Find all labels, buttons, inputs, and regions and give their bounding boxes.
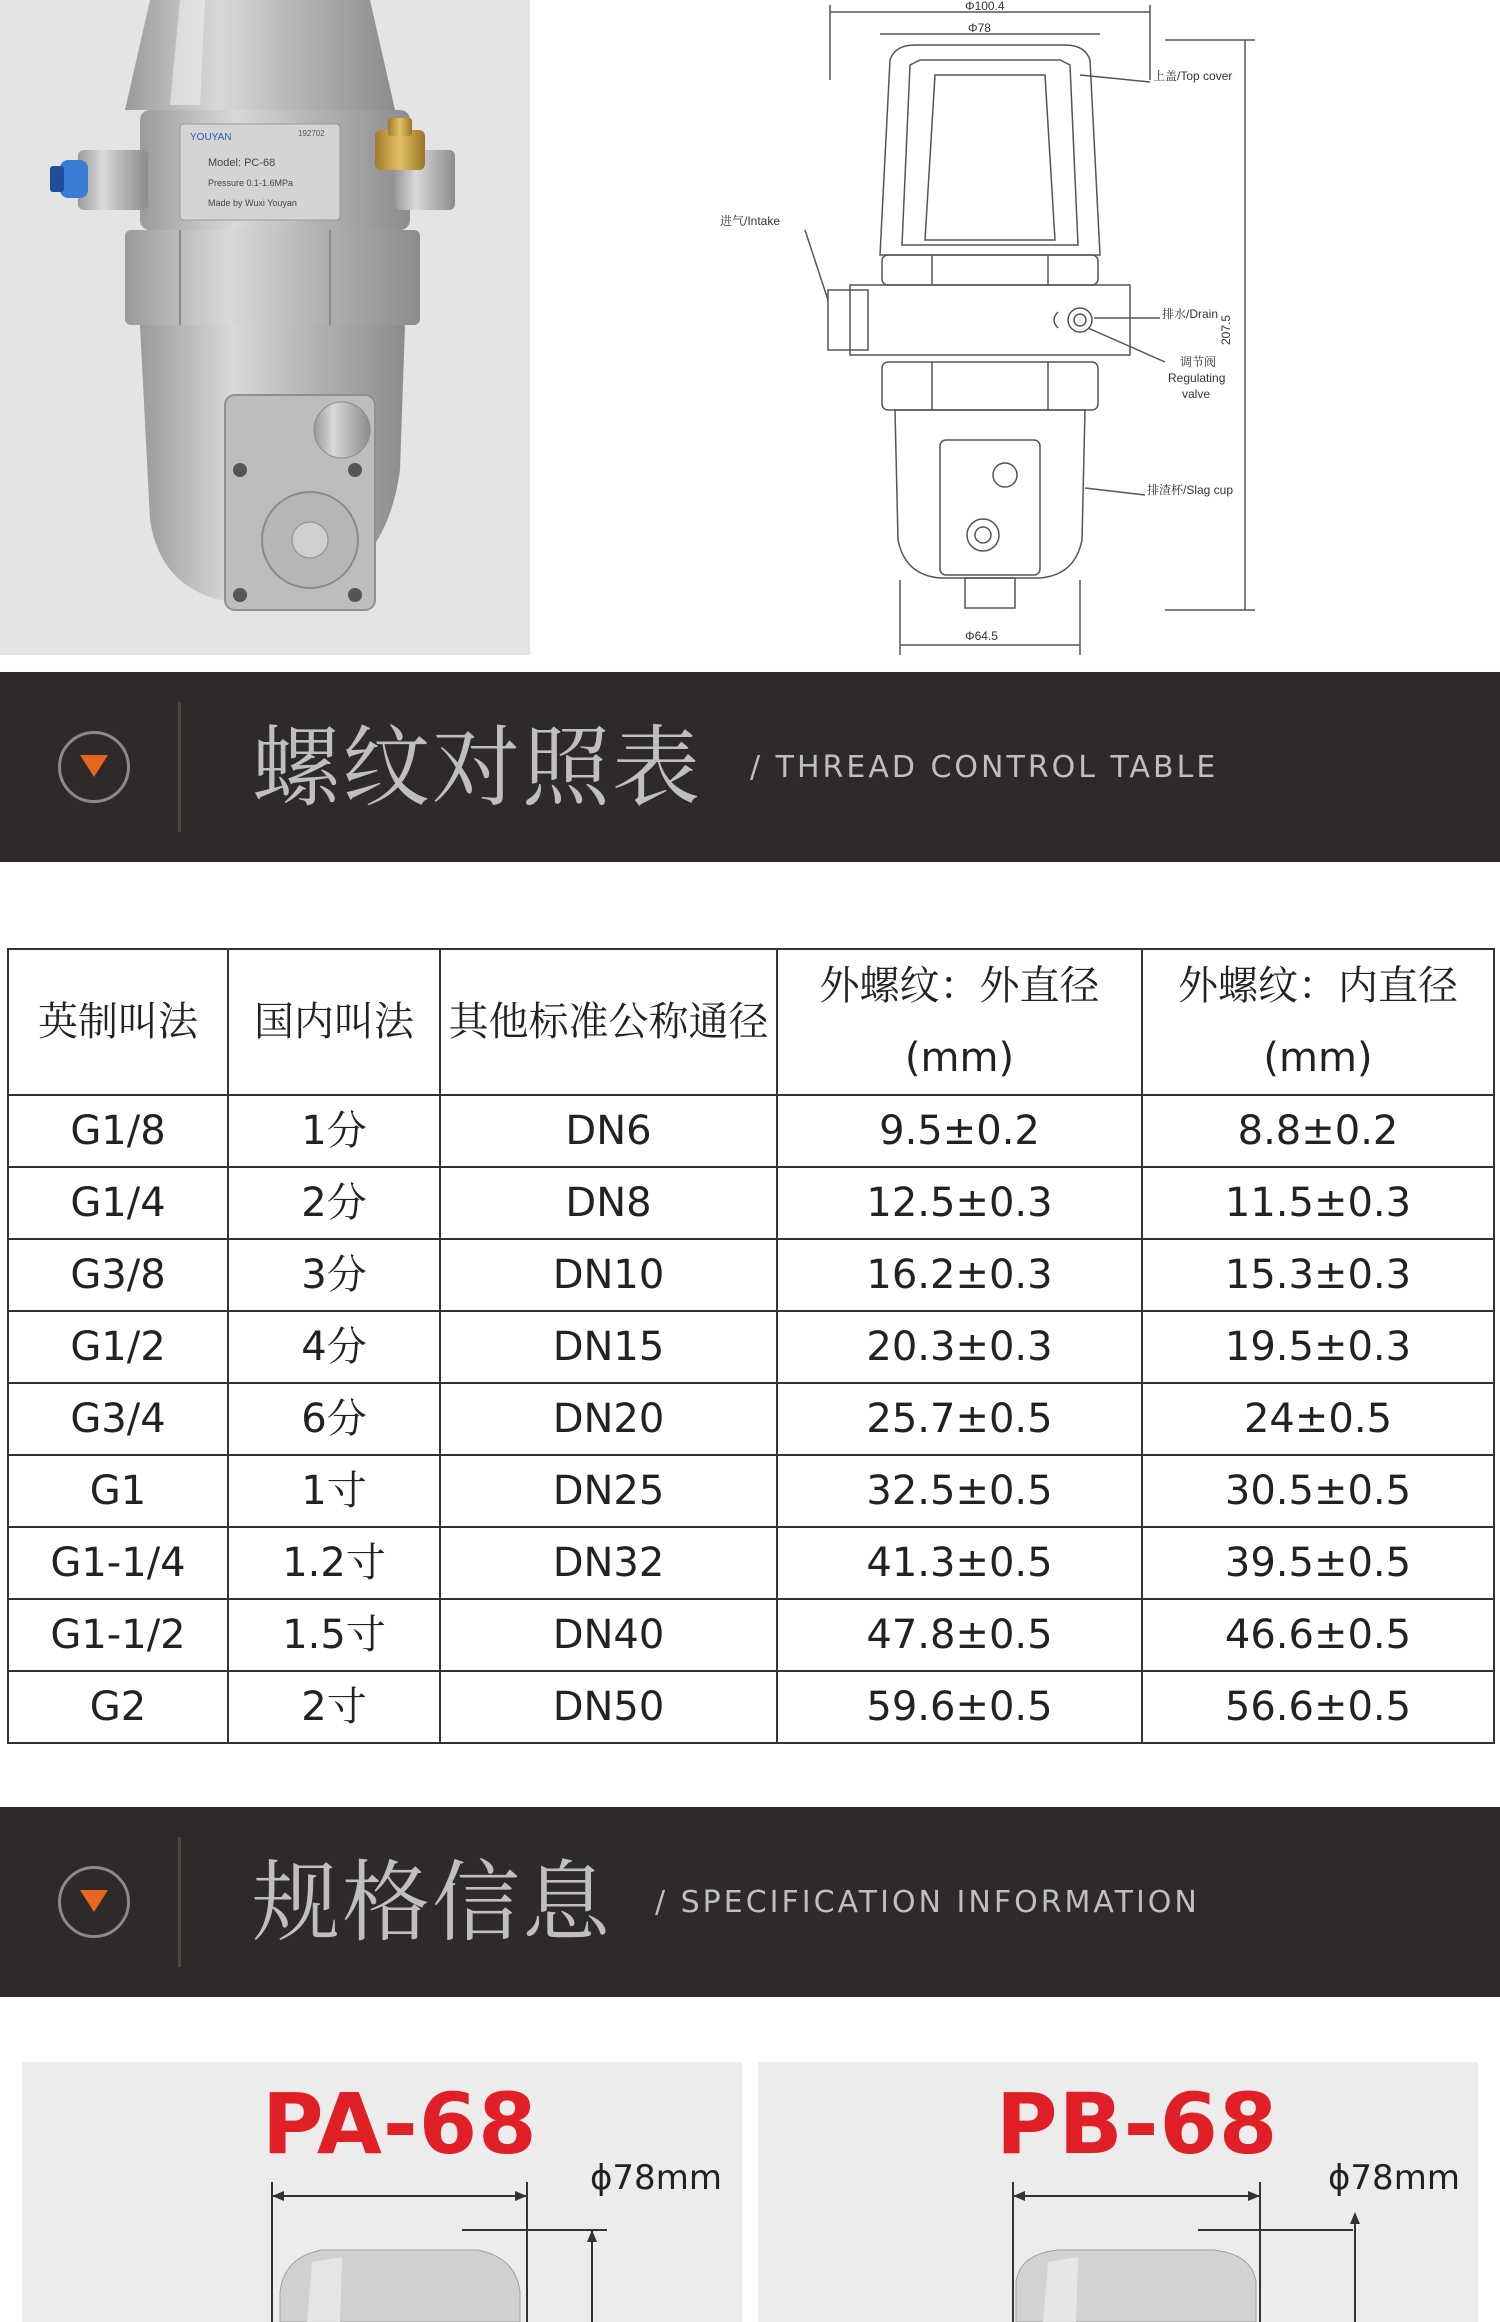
chevron-down-icon xyxy=(80,755,108,779)
table-cell: 12.5±0.3 xyxy=(777,1167,1142,1239)
table-cell: 30.5±0.5 xyxy=(1142,1455,1494,1527)
table-cell: 46.6±0.5 xyxy=(1142,1599,1494,1671)
table-cell: G1-1/4 xyxy=(8,1527,228,1599)
photo-pressure-line: Pressure 0.1-1.6MPa xyxy=(208,178,294,188)
table-cell: DN50 xyxy=(440,1671,777,1743)
table-cell: DN10 xyxy=(440,1239,777,1311)
table-header-cell: 英制叫法 xyxy=(8,949,228,1095)
table-cell: 1分 xyxy=(228,1095,440,1167)
table-cell: 2寸 xyxy=(228,1671,440,1743)
photo-maker-line: Made by Wuxi Youyan xyxy=(208,198,297,208)
table-cell: 1寸 xyxy=(228,1455,440,1527)
table-header-cell: 外螺纹：外直径(mm) xyxy=(777,949,1142,1095)
label-slag-cup: 排渣杯/Slag cup xyxy=(1147,483,1234,497)
table-cell: G1/4 xyxy=(8,1167,228,1239)
table-body xyxy=(8,1095,1494,1743)
table-header-cell: 外螺纹：内直径(mm) xyxy=(1142,949,1494,1095)
spec-card-pa68 xyxy=(22,2062,742,2322)
chevron-down-icon xyxy=(80,1890,108,1914)
table-cell: DN20 xyxy=(440,1383,777,1455)
spec-card-pb68 xyxy=(758,2062,1478,2322)
table-cell: 25.7±0.5 xyxy=(777,1383,1142,1455)
model-name: PA-68 xyxy=(262,2075,538,2173)
thread-table xyxy=(7,948,1495,1744)
table-cell: DN8 xyxy=(440,1167,777,1239)
photo-serial: 192702 xyxy=(298,129,325,138)
table-cell: G1/2 xyxy=(8,1311,228,1383)
table-row xyxy=(8,1239,1494,1311)
table-row xyxy=(8,1095,1494,1167)
table-cell: 6分 xyxy=(228,1383,440,1455)
table-cell: G1 xyxy=(8,1455,228,1527)
product-photo xyxy=(0,0,530,655)
banner-divider xyxy=(178,702,181,832)
section-toggle-button[interactable] xyxy=(58,731,130,803)
auto-drain-valve-illustration xyxy=(0,0,530,655)
table-header-row xyxy=(8,949,1494,1095)
table-cell: DN40 xyxy=(440,1599,777,1671)
table-cell: 15.3±0.3 xyxy=(1142,1239,1494,1311)
table-cell: 9.5±0.2 xyxy=(777,1095,1142,1167)
table-cell: DN32 xyxy=(440,1527,777,1599)
section-title-zh: 螺纹对照表 xyxy=(252,716,703,819)
photo-model-line: Model: PC-68 xyxy=(208,157,276,169)
table-header-cell: 其他标准公称通径 xyxy=(440,949,777,1095)
dim-top-outer: Φ100.4 xyxy=(965,0,1005,13)
table-cell: 39.5±0.5 xyxy=(1142,1527,1494,1599)
table-cell: 32.5±0.5 xyxy=(777,1455,1142,1527)
label-regulating-en-2: valve xyxy=(1182,387,1211,401)
table-header-cell: 国内叫法 xyxy=(228,949,440,1095)
table-row xyxy=(8,1167,1494,1239)
banner-divider xyxy=(178,1837,181,1967)
table-cell: DN25 xyxy=(440,1455,777,1527)
table-cell: 11.5±0.3 xyxy=(1142,1167,1494,1239)
table-cell: 19.5±0.3 xyxy=(1142,1311,1494,1383)
dim-height: 207.5 xyxy=(1219,314,1233,345)
table-cell: G3/4 xyxy=(8,1383,228,1455)
model-name: PB-68 xyxy=(996,2075,1279,2173)
product-overview xyxy=(0,0,1500,660)
table-cell: 1.2寸 xyxy=(228,1527,440,1599)
table-row xyxy=(8,1311,1494,1383)
table-cell: G3/8 xyxy=(8,1239,228,1311)
table-cell: 2分 xyxy=(228,1167,440,1239)
table-cell: 59.6±0.5 xyxy=(777,1671,1142,1743)
section-title-en: / THREAD CONTROL TABLE xyxy=(750,750,1219,785)
table-cell: 4分 xyxy=(228,1311,440,1383)
photo-brand-label: YOUYAN xyxy=(190,132,232,143)
section-toggle-button[interactable] xyxy=(58,1866,130,1938)
section-banner-thread xyxy=(0,672,1500,862)
section-title-en: / SPECIFICATION INFORMATION xyxy=(655,1885,1200,1920)
table-cell: DN15 xyxy=(440,1311,777,1383)
table-cell: 8.8±0.2 xyxy=(1142,1095,1494,1167)
table-cell: 16.2±0.3 xyxy=(777,1239,1142,1311)
table-cell: 41.3±0.5 xyxy=(777,1527,1142,1599)
table-cell: 1.5寸 xyxy=(228,1599,440,1671)
dim-bottom: Φ64.5 xyxy=(965,629,998,643)
table-cell: G1-1/2 xyxy=(8,1599,228,1671)
table-cell: 47.8±0.5 xyxy=(777,1599,1142,1671)
table-row xyxy=(8,1383,1494,1455)
table-cell: 20.3±0.3 xyxy=(777,1311,1142,1383)
table-row xyxy=(8,1527,1494,1599)
table-cell: G1/8 xyxy=(8,1095,228,1167)
section-banner-spec xyxy=(0,1807,1500,1997)
label-top-cover: 上盖/Top cover xyxy=(1153,69,1233,83)
technical-drawing xyxy=(710,0,1270,655)
table-cell: 3分 xyxy=(228,1239,440,1311)
diameter-label: ϕ78mm xyxy=(590,2158,722,2198)
diameter-label: ϕ78mm xyxy=(1328,2158,1460,2198)
table-row xyxy=(8,1671,1494,1743)
dim-top-inner: Φ78 xyxy=(968,21,991,35)
table-row xyxy=(8,1599,1494,1671)
table-cell: 56.6±0.5 xyxy=(1142,1671,1494,1743)
table-row xyxy=(8,1455,1494,1527)
section-title-zh: 规格信息 xyxy=(252,1851,613,1954)
label-intake: 进气/Intake xyxy=(720,214,781,228)
table-cell: G2 xyxy=(8,1671,228,1743)
table-cell: DN6 xyxy=(440,1095,777,1167)
label-regulating-en-1: Regulating xyxy=(1168,371,1226,385)
table-cell: 24±0.5 xyxy=(1142,1383,1494,1455)
label-drain: 排水/Drain xyxy=(1162,307,1219,321)
label-regulating-zh: 调节阀 xyxy=(1180,355,1217,369)
